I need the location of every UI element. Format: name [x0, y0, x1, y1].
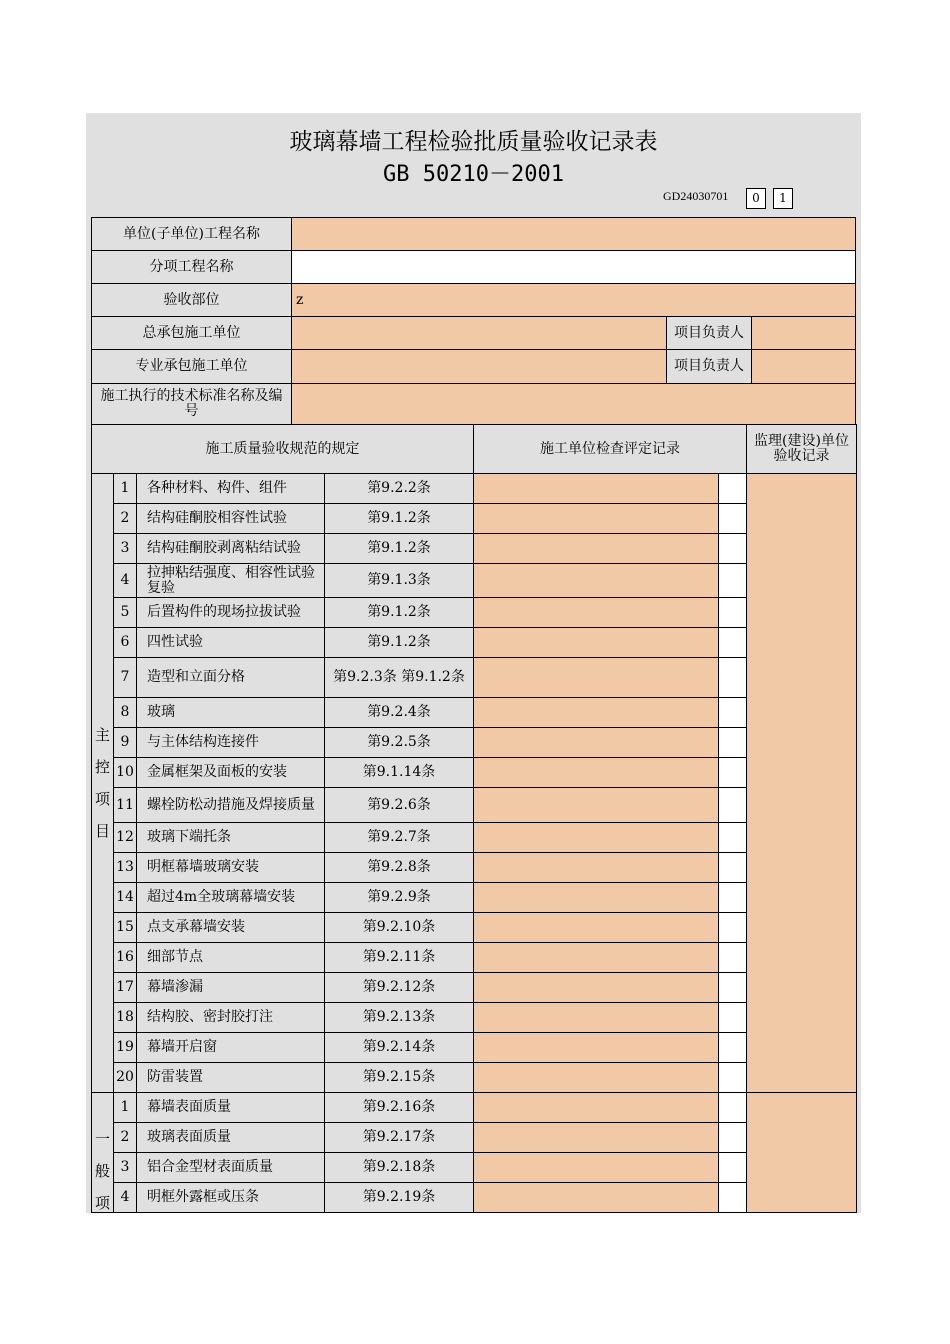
item-name: 后置构件的现场拉拔试验 [136, 597, 325, 628]
item-number: 1 [113, 473, 137, 504]
item-check-field[interactable] [718, 757, 747, 788]
item-number: 19 [113, 1032, 137, 1063]
item-check-field[interactable] [718, 1032, 747, 1063]
item-record-field[interactable] [473, 627, 719, 658]
item-clause: 第9.1.3条 [324, 563, 474, 598]
main-group-label-char: 控 [94, 758, 110, 776]
item-number: 12 [113, 822, 137, 853]
general-group-label-char: 项 [94, 1194, 110, 1212]
form-standard: GB 50210－2001 [383, 162, 564, 187]
item-clause: 第9.2.5条 [324, 727, 474, 758]
item-clause: 第9.2.15条 [324, 1062, 474, 1093]
item-record-field[interactable] [473, 533, 719, 564]
item-number: 5 [113, 597, 137, 628]
item-name: 造型和立面分格 [136, 657, 325, 698]
item-name: 超过4m全玻璃幕墙安装 [136, 882, 325, 913]
item-number: 1 [113, 1092, 137, 1123]
general-manager-field[interactable] [751, 316, 856, 350]
item-clause: 第9.2.12条 [324, 972, 474, 1003]
item-clause: 第9.1.2条 [324, 503, 474, 534]
item-name: 结构硅酮胶相容性试验 [136, 503, 325, 534]
item-record-field[interactable] [473, 942, 719, 973]
unit-project-field[interactable] [291, 217, 856, 251]
item-name: 玻璃 [136, 697, 325, 728]
item-name: 金属框架及面板的安装 [136, 757, 325, 788]
location-label: 验收部位 [91, 283, 292, 317]
item-number: 3 [113, 1152, 137, 1183]
general-contractor-field[interactable] [291, 316, 667, 350]
item-record-field[interactable] [473, 1152, 719, 1183]
item-check-field[interactable] [718, 972, 747, 1003]
item-record-field[interactable] [473, 727, 719, 758]
item-check-field[interactable] [718, 657, 747, 698]
item-clause: 第9.1.14条 [324, 757, 474, 788]
item-clause: 第9.2.17条 [324, 1122, 474, 1153]
contractor-record-header: 施工单位检查评定记录 [473, 424, 747, 474]
item-check-field[interactable] [718, 852, 747, 883]
form-title: 玻璃幕墙工程检验批质量验收记录表 [289, 129, 658, 155]
item-number: 4 [113, 1182, 137, 1213]
standard-field[interactable] [291, 383, 856, 425]
main-group-label-char: 目 [94, 822, 110, 840]
item-name: 幕墙开启窗 [136, 1032, 325, 1063]
item-check-field[interactable] [718, 882, 747, 913]
item-check-field[interactable] [718, 942, 747, 973]
item-record-field[interactable] [473, 1032, 719, 1063]
item-number: 11 [113, 787, 137, 823]
general-contractor-label: 总承包施工单位 [91, 316, 292, 350]
general-manager-label: 项目负责人 [666, 316, 752, 350]
item-number: 13 [113, 852, 137, 883]
item-check-field[interactable] [718, 787, 747, 823]
main-group-label-char: 主 [94, 726, 110, 744]
item-record-field[interactable] [473, 1062, 719, 1093]
item-clause: 第9.2.16条 [324, 1092, 474, 1123]
item-record-field[interactable] [473, 852, 719, 883]
item-clause: 第9.2.6条 [324, 787, 474, 823]
item-check-field[interactable] [718, 1152, 747, 1183]
item-clause: 第9.2.13条 [324, 1002, 474, 1033]
code-box-1[interactable]: 0 [746, 188, 766, 209]
item-check-field[interactable] [718, 627, 747, 658]
item-record-field[interactable] [473, 1002, 719, 1033]
item-number: 8 [113, 697, 137, 728]
item-clause: 第9.2.2条 [324, 473, 474, 504]
item-name: 明框外露框或压条 [136, 1182, 325, 1213]
item-record-field[interactable] [473, 757, 719, 788]
item-number: 16 [113, 942, 137, 973]
item-number: 4 [113, 563, 137, 598]
item-check-field[interactable] [718, 563, 747, 598]
item-record-field[interactable] [473, 1122, 719, 1153]
item-check-field[interactable] [718, 1182, 747, 1213]
form-sheet [86, 113, 861, 1213]
item-clause: 第9.1.2条 [324, 597, 474, 628]
item-name: 拉抻粘结强度、相容性试验复验 [136, 563, 325, 598]
item-name: 幕墙渗漏 [136, 972, 325, 1003]
item-clause: 第9.1.2条 [324, 533, 474, 564]
item-name: 明框幕墙玻璃安装 [136, 852, 325, 883]
item-record-field[interactable] [473, 597, 719, 628]
item-name: 各种材料、构件、组件 [136, 473, 325, 504]
item-name: 结构胶、密封胶打注 [136, 1002, 325, 1033]
item-name: 与主体结构连接件 [136, 727, 325, 758]
item-record-field[interactable] [473, 697, 719, 728]
item-record-field[interactable] [473, 503, 719, 534]
item-clause: 第9.2.14条 [324, 1032, 474, 1063]
item-number: 3 [113, 533, 137, 564]
item-record-field[interactable] [473, 972, 719, 1003]
item-name: 四性试验 [136, 627, 325, 658]
item-check-field[interactable] [718, 597, 747, 628]
item-clause: 第9.2.19条 [324, 1182, 474, 1213]
item-check-field[interactable] [718, 1122, 747, 1153]
item-number: 18 [113, 1002, 137, 1033]
item-clause: 第9.2.9条 [324, 882, 474, 913]
item-number: 17 [113, 972, 137, 1003]
general-group-label [91, 1092, 114, 1213]
location-field[interactable]: z [291, 283, 856, 317]
item-name: 螺栓防松动措施及焊接质量 [136, 787, 325, 823]
item-number: 15 [113, 912, 137, 943]
item-name: 防雷装置 [136, 1062, 325, 1093]
item-name: 幕墙表面质量 [136, 1092, 325, 1123]
spec-header: 施工质量验收规范的规定 [91, 424, 474, 474]
item-record-field[interactable] [473, 657, 719, 698]
item-check-field[interactable] [718, 1092, 747, 1123]
standard-label: 施工执行的技术标准名称及编号 [91, 383, 292, 425]
general-group-label-supervisor-field[interactable] [746, 1092, 857, 1213]
main-group-label-supervisor-field[interactable] [746, 473, 857, 1093]
general-group-label-char: 一 [94, 1130, 110, 1148]
item-check-field[interactable] [718, 1002, 747, 1033]
item-name: 结构硅酮胶剥离粘结试验 [136, 533, 325, 564]
item-number: 6 [113, 627, 137, 658]
item-name: 铝合金型材表面质量 [136, 1152, 325, 1183]
supervisor-record-header: 监理(建设)单位验收记录 [746, 424, 857, 474]
item-number: 2 [113, 503, 137, 534]
item-record-field[interactable] [473, 473, 719, 504]
general-group-label-char: 般 [94, 1162, 110, 1180]
main-group-label [91, 473, 114, 1093]
item-number: 10 [113, 757, 137, 788]
form-code: GD24030701 [663, 189, 729, 203]
item-check-field[interactable] [718, 822, 747, 853]
item-clause: 第9.2.11条 [324, 942, 474, 973]
item-record-field[interactable] [473, 822, 719, 853]
item-clause: 第9.1.2条 [324, 627, 474, 658]
item-record-field[interactable] [473, 787, 719, 823]
item-number: 9 [113, 727, 137, 758]
code-box-2[interactable]: 1 [773, 188, 793, 209]
item-record-field[interactable] [473, 882, 719, 913]
item-clause: 第9.2.4条 [324, 697, 474, 728]
special-manager-label: 项目负责人 [666, 349, 752, 384]
item-record-field[interactable] [473, 1092, 719, 1123]
item-check-field[interactable] [718, 473, 747, 504]
item-clause: 第9.2.8条 [324, 852, 474, 883]
item-number: 14 [113, 882, 137, 913]
item-number: 2 [113, 1122, 137, 1153]
special-manager-field[interactable] [751, 349, 856, 384]
item-clause: 第9.2.10条 [324, 912, 474, 943]
item-number: 20 [113, 1062, 137, 1093]
special-contractor-field[interactable] [291, 349, 667, 384]
item-check-field[interactable] [718, 697, 747, 728]
main-group-label-char: 项 [94, 790, 110, 808]
item-number: 7 [113, 657, 137, 698]
item-record-field[interactable] [473, 912, 719, 943]
item-name: 细部节点 [136, 942, 325, 973]
item-check-field[interactable] [718, 533, 747, 564]
item-clause: 第9.2.18条 [324, 1152, 474, 1183]
sub-project-field[interactable] [291, 250, 856, 284]
item-clause: 第9.2.3条 第9.1.2条 [324, 657, 474, 698]
item-check-field[interactable] [718, 503, 747, 534]
item-clause: 第9.2.7条 [324, 822, 474, 853]
sub-project-label: 分项工程名称 [91, 250, 292, 284]
item-check-field[interactable] [718, 912, 747, 943]
item-check-field[interactable] [718, 1062, 747, 1093]
item-check-field[interactable] [718, 727, 747, 758]
item-name: 玻璃表面质量 [136, 1122, 325, 1153]
unit-project-label: 单位(子单位)工程名称 [91, 217, 292, 251]
item-name: 点支承幕墙安装 [136, 912, 325, 943]
item-record-field[interactable] [473, 563, 719, 598]
item-record-field[interactable] [473, 1182, 719, 1213]
special-contractor-label: 专业承包施工单位 [91, 349, 292, 384]
item-name: 玻璃下端托条 [136, 822, 325, 853]
